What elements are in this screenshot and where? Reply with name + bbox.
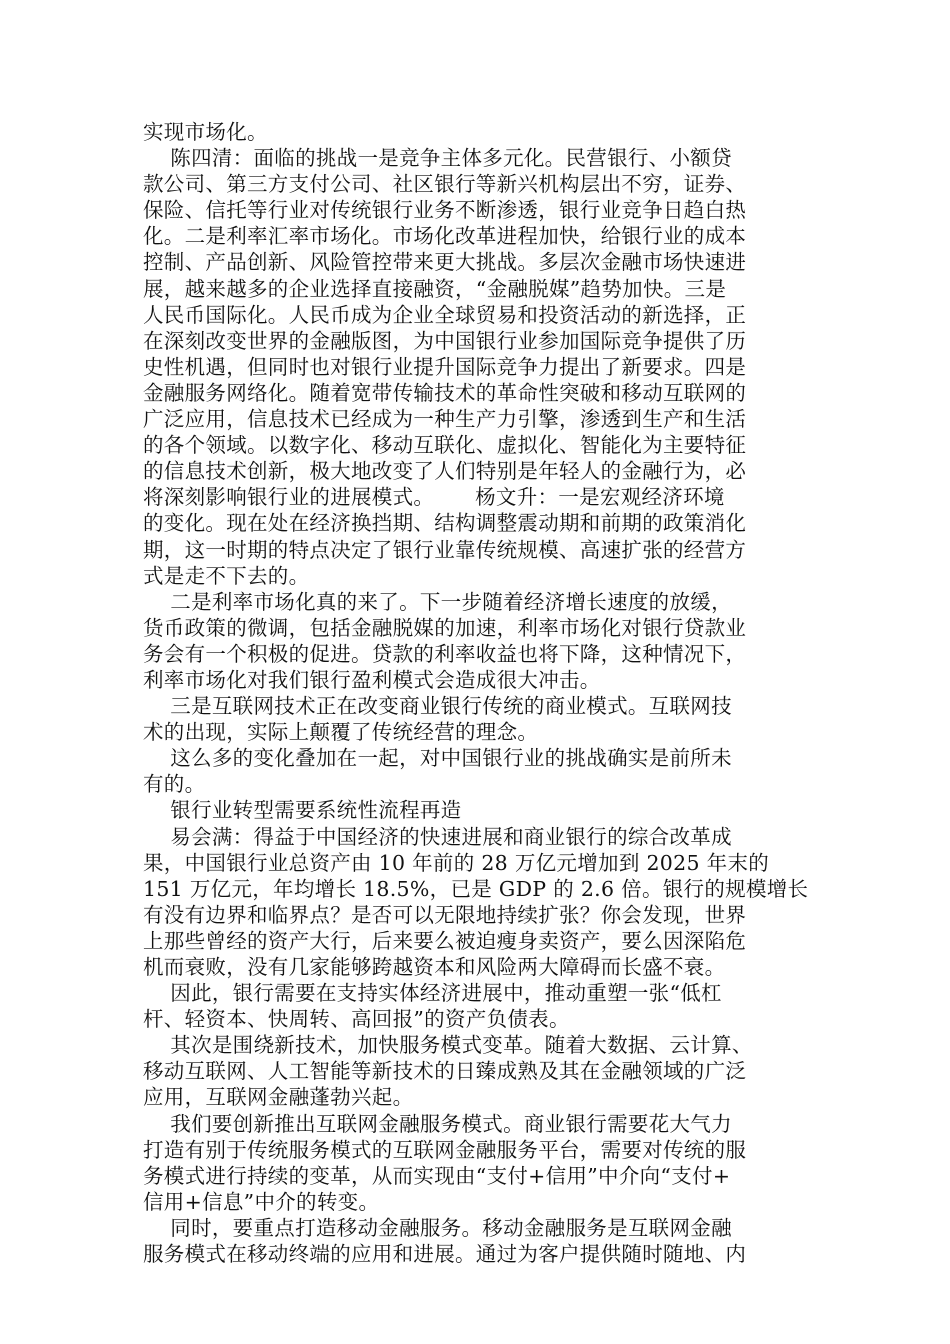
text-line: 上那些曾经的资产大行，后来要么被迫瘦身卖资产，要么因深陷危 (143, 928, 747, 953)
text-line: 实现市场化。 (143, 120, 268, 144)
text-line: 151 万亿元，年均增长 18.5%，已是 GDP 的 2.6 倍。银行的规模增长 (143, 876, 809, 901)
text-line: 控制、产品创新、风险管控带来更大挑战。多层次金融市场快速进 (143, 250, 747, 275)
text-line: 金融服务网络化。随着宽带传输技术的革命性突破和移动互联网的 (143, 380, 747, 405)
text-line: 服务模式在移动终端的应用和进展。通过为客户提供随时随地、内 (143, 1242, 747, 1267)
text-line: 利率市场化对我们银行盈利模式会造成很大冲击。 (143, 667, 601, 692)
text-line: 移动互联网、人工智能等新技术的日臻成熟及其在金融领域的广泛 (143, 1059, 747, 1084)
text-line: 将深刻影响银行业的进展模式。 杨文升：一是宏观经济环境 (143, 485, 725, 510)
text-line: 有的。 (143, 772, 206, 797)
text-line: 陈四清：面临的挑战一是竞争主体多元化。民营银行、小额贷 (143, 146, 732, 171)
text-line: 果，中国银行业总资产由 10 年前的 28 万亿元增加到 2025 年末的 (143, 850, 770, 875)
text-line: 务会有一个积极的促进。贷款的利率收益也将下降，这种情况下， (143, 641, 747, 666)
text-line: 有没有边界和临界点？是否可以无限地持续扩张？你会发现，世界 (143, 902, 747, 927)
text-line: 务模式进行持续的变革，从而实现由“支付+信用”中介向“支付+ (143, 1163, 731, 1188)
text-line: 人民币国际化。人民币成为企业全球贸易和投资活动的新选择，正 (143, 302, 747, 327)
text-line: 同时，要重点打造移动金融服务。移动金融服务是互联网金融 (143, 1215, 732, 1240)
text-line: 杆、轻资本、快周转、高回报”的资产负债表。 (143, 1007, 570, 1032)
text-line: 我们要创新推出互联网金融服务模式。商业银行需要花大气力 (143, 1111, 732, 1136)
text-line: 银行业转型需要系统性流程再造 (143, 798, 462, 823)
text-line: 的变化。现在处在经济换挡期、结构调整震动期和前期的政策消化 (143, 511, 747, 536)
text-line: 式是走不下去的。 (143, 563, 310, 588)
text-line: 术的出现，实际上颠覆了传统经营的理念。 (143, 720, 539, 745)
text-line: 化。二是利率汇率市场化。市场化改革进程加快，给银行业的成本 (143, 224, 747, 249)
text-line: 易会满：得益于中国经济的快速进展和商业银行的综合改革成 (143, 824, 732, 849)
text-line: 的信息技术创新，极大地改变了人们特别是年轻人的金融行为，必 (143, 459, 747, 484)
text-line: 款公司、第三方支付公司、社区银行等新兴机构层出不穷，证券、 (143, 172, 747, 197)
text-line: 机而衰败，没有几家能够跨越资本和风险两大障碍而长盛不衰。 (143, 955, 726, 979)
text-line: 这么多的变化叠加在一起，对中国银行业的挑战确实是前所未 (143, 746, 732, 771)
text-line: 在深刻改变世界的金融版图，为中国银行业参加国际竞争提供了历 (143, 328, 747, 353)
text-line: 的各个领域。以数字化、移动互联化、虚拟化、智能化为主要特征 (143, 433, 747, 458)
text-line: 期，这一时期的特点决定了银行业靠传统规模、高速扩张的经营方 (143, 537, 747, 562)
text-line: 二是利率市场化真的来了。下一步随着经济增长速度的放缓， (143, 589, 732, 614)
text-line: 史性机遇，但同时也对银行业提升国际竞争力提出了新要求。四是 (143, 354, 747, 379)
text-line: 因此，银行需要在支持实体经济进展中，推动重塑一张“低杠 (143, 981, 722, 1006)
text-line: 货币政策的微调，包括金融脱媒的加速，利率市场化对银行贷款业 (143, 615, 747, 640)
text-line: 应用，互联网金融蓬勃兴起。 (143, 1085, 414, 1110)
text-line: 广泛应用，信息技术已经成为一种生产力引擎，渗透到生产和生活 (143, 407, 747, 432)
text-line: 保险、信托等行业对传统银行业务不断渗透，银行业竞争日趋白热 (143, 198, 747, 223)
text-line: 打造有别于传统服务模式的互联网金融服务平台，需要对传统的服 (143, 1137, 747, 1162)
text-line: 其次是围绕新技术，加快服务模式变革。随着大数据、云计算、 (143, 1033, 753, 1058)
text-line: 展，越来越多的企业选择直接融资，“金融脱媒”趋势加快。三是 (143, 276, 727, 301)
text-line: 信用+信息”中介的转变。 (143, 1189, 380, 1214)
body-text (143, 119, 813, 1267)
text-line: 三是互联网技术正在改变商业银行传统的商业模式。互联网技 (143, 694, 732, 719)
